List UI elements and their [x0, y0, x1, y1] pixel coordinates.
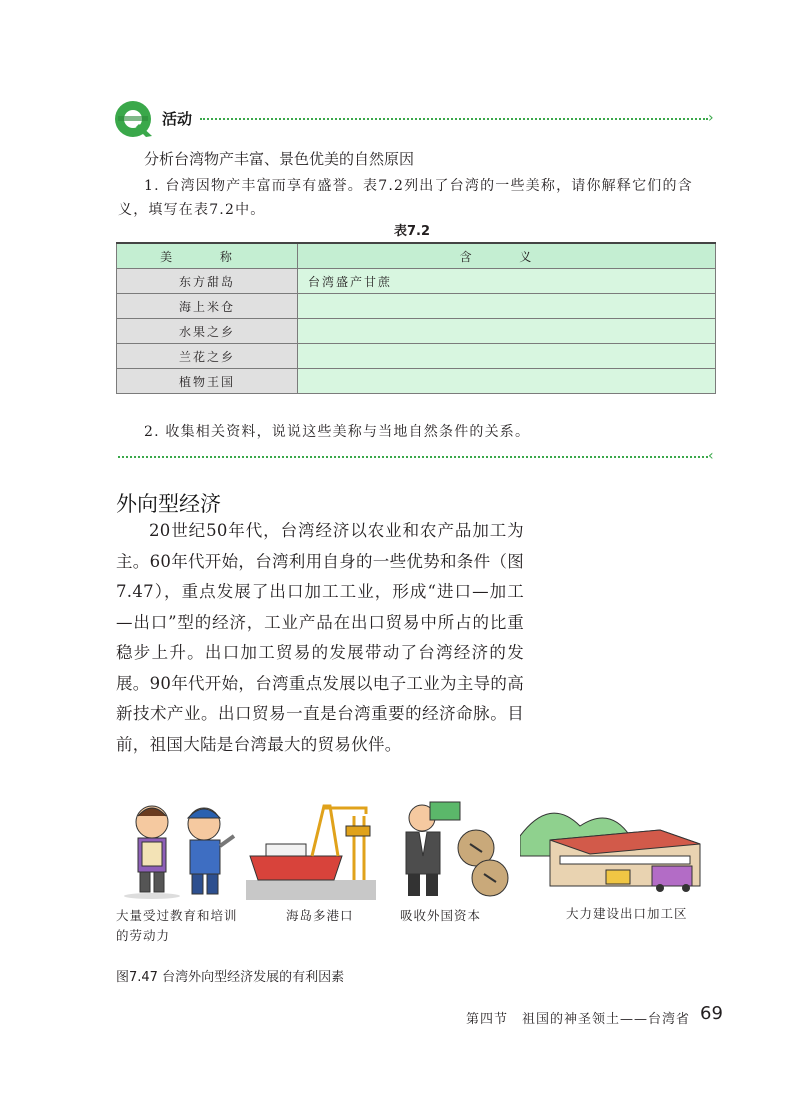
table-header-meaning: 含 义: [298, 243, 716, 269]
table-cell-meaning: [298, 369, 716, 394]
table-row: [117, 369, 716, 394]
page-number: 69: [700, 1003, 723, 1024]
table-title: 表7.2: [394, 224, 431, 239]
activity-title: 分析台湾物产丰富、景色优美的自然原因: [144, 150, 415, 168]
table-cell-meaning: [298, 294, 716, 319]
table-cell-meaning: [298, 344, 716, 369]
table-header-name: 美 称: [117, 243, 298, 269]
table-row: [117, 344, 716, 369]
activity-icon: [112, 98, 156, 140]
chevron-right-icon: ›: [708, 110, 714, 126]
figure-caption-workforce: 大量受过教育和培训的劳动力: [116, 908, 238, 943]
harbor-illustration: [246, 796, 376, 900]
figure-caption: 图7.47 台湾外向型经济发展的有利因素: [116, 970, 345, 985]
table-cell-meaning: 台湾盛产甘蔗: [298, 269, 716, 294]
section-title: 外向型经济: [116, 492, 221, 516]
figure-caption-ports: 海岛多港口: [286, 908, 354, 923]
activity-label: 活动: [162, 110, 193, 128]
activity-divider-bottom: [118, 456, 708, 458]
table-cell-name: 兰花之乡: [117, 344, 298, 369]
table-row: [117, 294, 716, 319]
nicknames-table: [116, 242, 716, 394]
table-cell-name: 植物王国: [117, 369, 298, 394]
table-row: [117, 269, 716, 294]
workers-illustration: [112, 796, 244, 900]
question-2: 2. 收集相关资料，说说这些美称与当地自然条件的关系。: [144, 424, 531, 440]
activity-divider-top: [200, 118, 708, 120]
question-1-cont: 义，填写在表7.2中。: [118, 202, 266, 218]
figure-caption-capital: 吸收外国资本: [400, 908, 482, 923]
question-1: 1. 台湾因物产丰富而享有盛誉。表7.2列出了台湾的一些美称，请你解释它们的含: [144, 178, 693, 194]
section-body: 20世纪50年代，台湾经济以农业和农产品加工为主。60年代开始，台湾利用自身的一些优势和条件（图7.47），重点发展了出口加工工业，形成“进口—加工—出口”型的经济，工业产品在出口贸易中所占的比重稳步上升。出口加工贸易的发展带动了台湾经济的发展。90年代开始，台湾重点发展以电子工业为主导的高新技术产业。出口贸易一直是台湾重要的经济命脉。目前，祖国大陆是台湾最大的贸易伙伴。: [116, 521, 524, 754]
table-header-row: [117, 243, 716, 269]
figure-caption-export-zone: 大力建设出口加工区: [566, 906, 688, 921]
chevron-left-icon: ‹: [708, 448, 714, 464]
capital-illustration: [386, 796, 512, 900]
table-cell-name: 水果之乡: [117, 319, 298, 344]
table-cell-name: 海上米仓: [117, 294, 298, 319]
table-cell-name: 东方甜岛: [117, 269, 298, 294]
table-cell-meaning: [298, 319, 716, 344]
table-row: [117, 319, 716, 344]
footer-chapter: 第四节 祖国的神圣领土——台湾省: [466, 1012, 691, 1027]
export-zone-illustration: [520, 796, 720, 900]
